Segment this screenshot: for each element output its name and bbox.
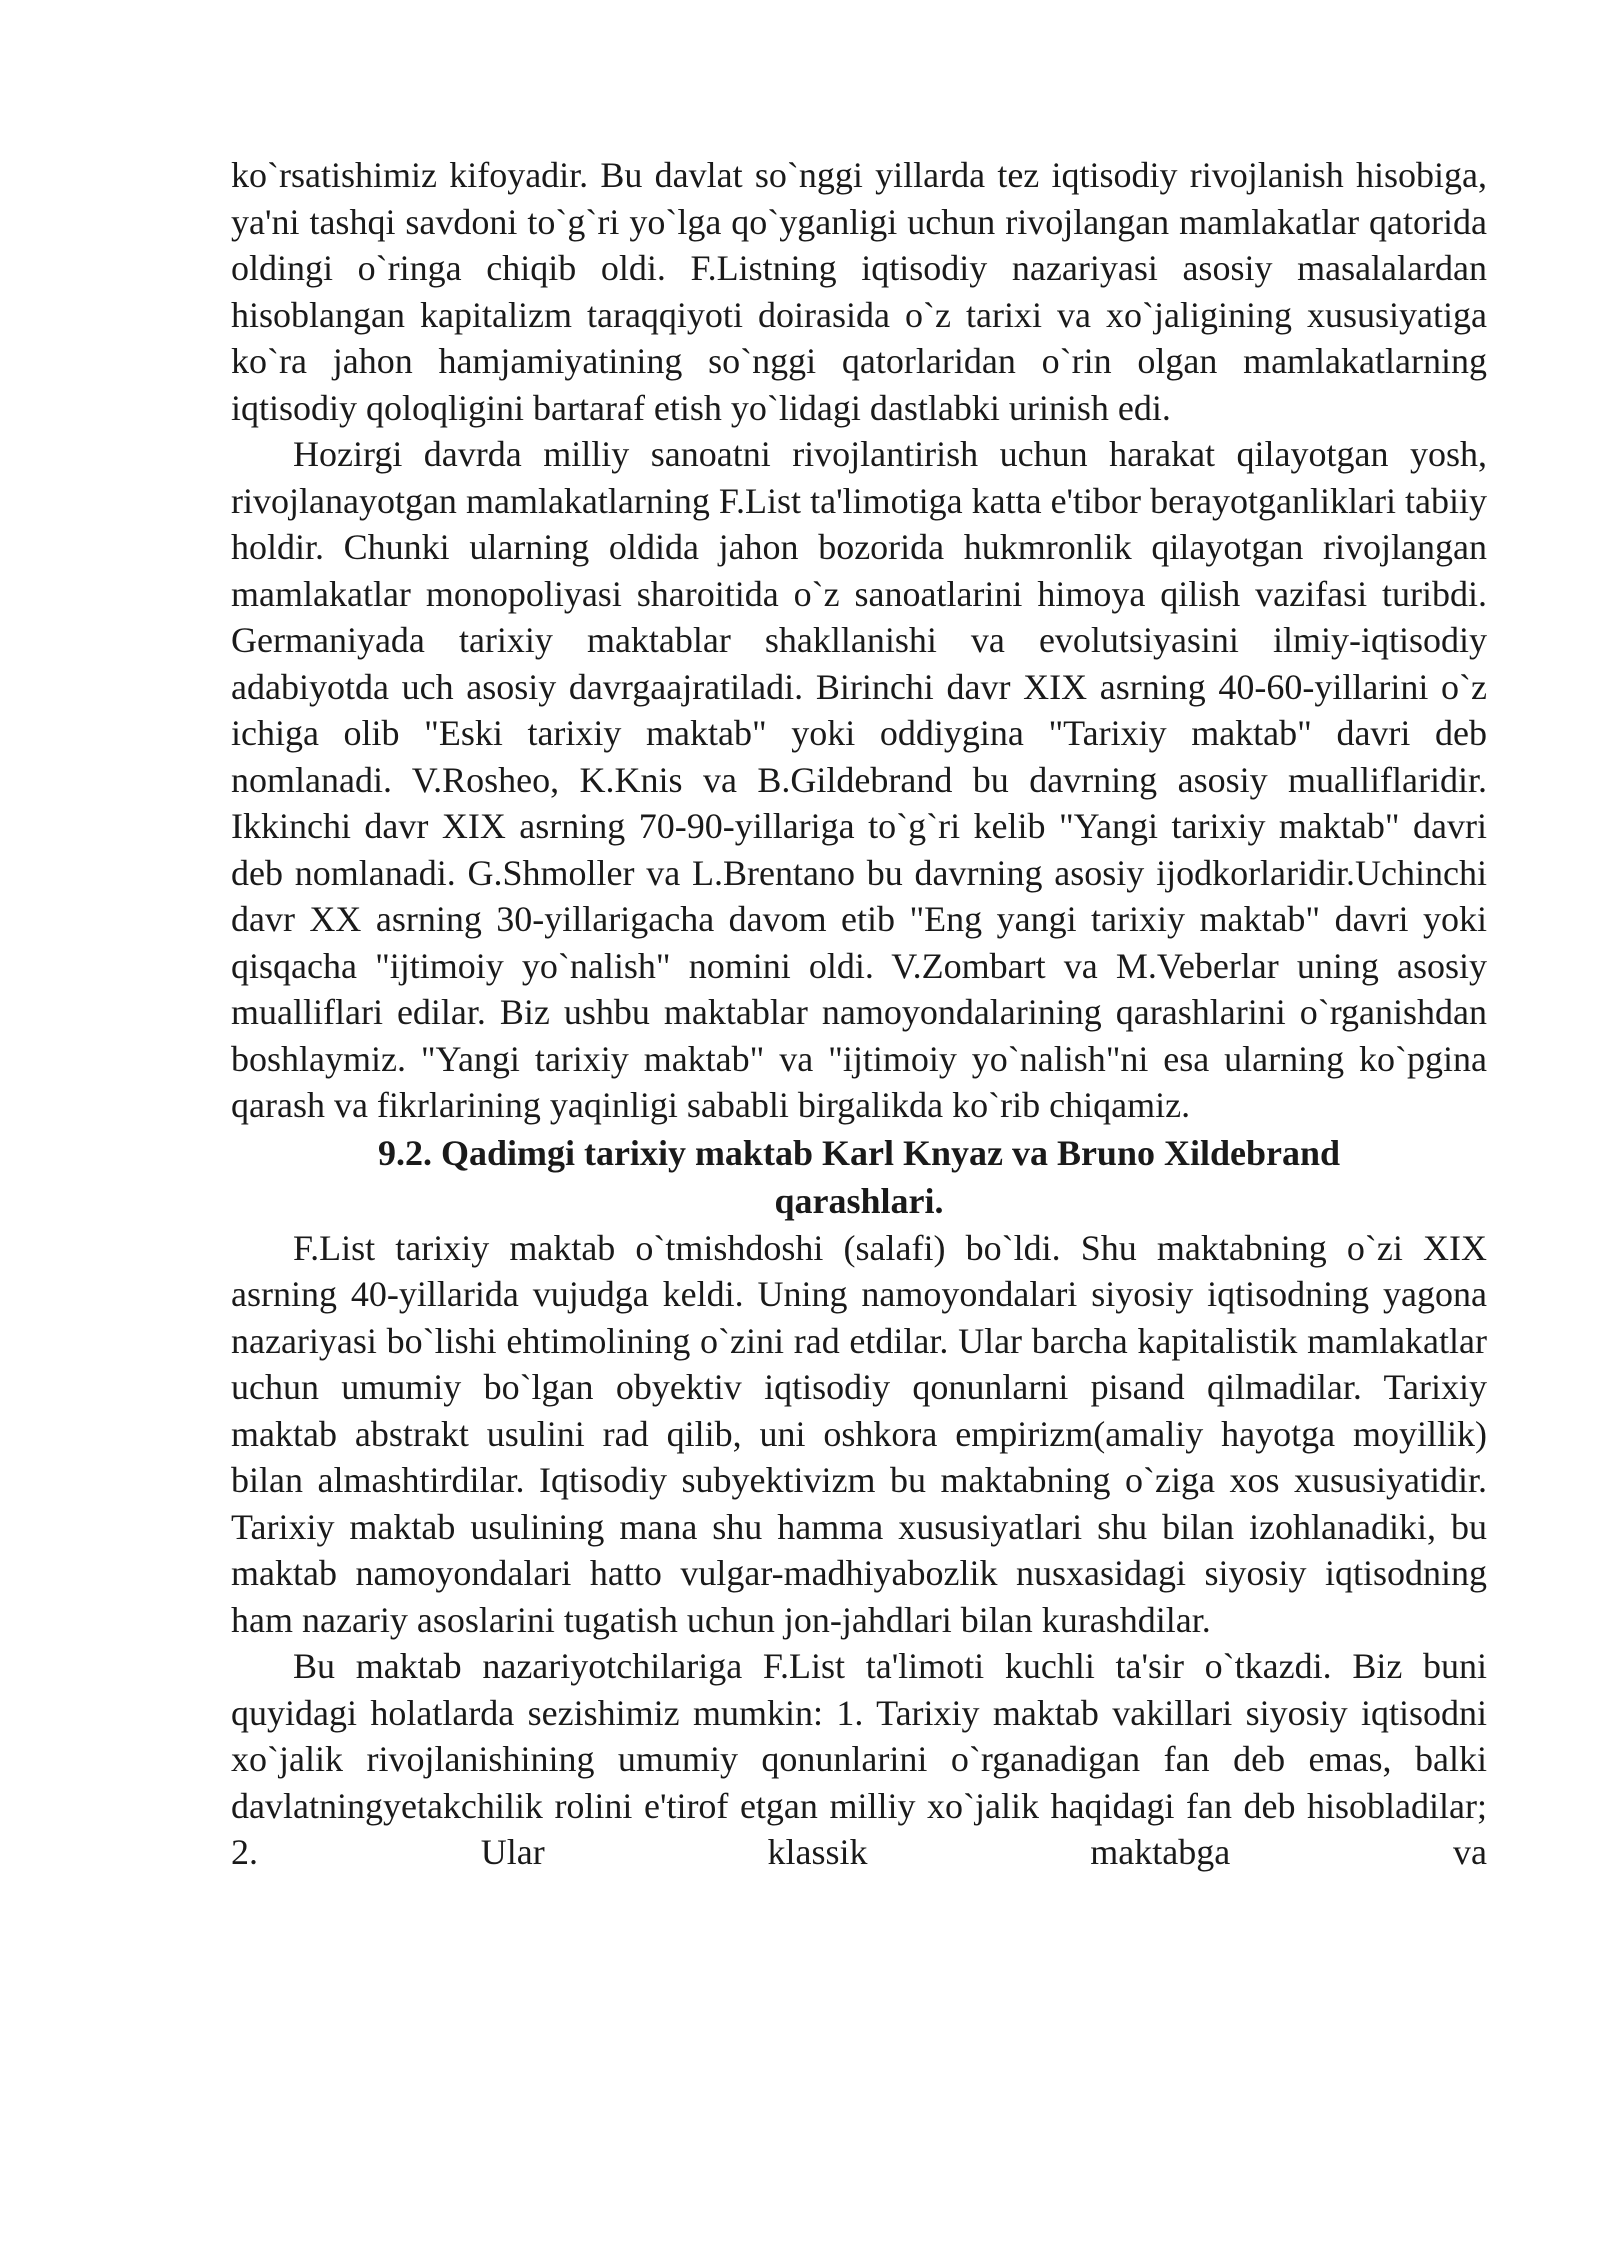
paragraph-list-influence: Bu maktab nazariyotchilariga F.List ta'limoti kuchli ta'sir o`tkazdi. Biz buni quyidagi holatlarda sezishimiz mumkin: 1. Tarixiy maktab vakillari siyosiy iqtisodni xo`jalik rivojlanishining umumiy qonunlarini o`rganadigan fan deb emas, balki davlatningyetakchilik rolini e'tirof etgan milliy xo`jalik haqidagi fan deb hisobladilar; 2. Ular klassik maktabga va [231,1646,1487,1872]
paragraph-modern-period: Hozirgi davrda milliy sanoatni rivojlantirish uchun harakat qilayotgan yosh, rivojlanayotgan mamlakatlarning F.List ta'limotiga katta e'tibor berayotganliklari tabiiy holdir. Chunki ularning oldida jahon bozorida hukmronlik qilayotgan rivojlangan mamlakatlar monopoliyasi sharoitida o`z sanoatlarini himoya qilish vazifasi turibdi. Germaniyada tarixiy maktablar shakllanishi va evolutsiyasini ilmiy-iqtisodiy adabiyotda uch asosiy davrgaajratiladi. Birinchi davr XIX asrning 40-60-yillarini o`z ichiga olib "Eski tarixiy maktab" yoki oddiygina "Tarixiy maktab" davri deb nomlanadi. V.Rosheo, K.Knis va B.Gildebrand bu davrning asosiy mualliflaridir. Ikkinchi davr XIX asrning 70-90-yillariga to`g`ri kelib "Yangi tarixiy maktab" davri deb nomlanadi. G.Shmoller va L.Brentano bu davrning asosiy ijodkorlaridir.Uchinchi davr XX asrning 30-yillarigacha davom etib "Eng yangi tarixiy maktab" davri yoki qisqacha "ijtimoiy yo`nalish" nomini oldi. V.Zombart va M.Veberlar uning asosiy mualliflari edilar. Biz ushbu maktablar namoyondalarining qarashlarini o`rganishdan boshlaymiz. "Yangi tarixiy maktab" va "ijtimoiy yo`nalish"ni esa ularning ko`pgina qarash va fikrlarining yaqinligi sababli birgalikda ko`rib chiqamiz. [231,434,1487,1125]
document-page [231,152,1487,1876]
section-heading-line2: qarashlari. [774,1180,944,1221]
paragraph-historical-school: F.List tarixiy maktab o`tmishdoshi (salafi) bo`ldi. Shu maktabning o`zi XIX asrning 40-yillarida vujudga keldi. Uning namoyondalari siyosiy iqtisodning yagona nazariyasi bo`lishi ehtimolining o`zini rad etdilar. Ular barcha kapitalistik mamlakatlar uchun umumiy bo`lgan obyektiv iqtisodiy qonunlarni pisand qilmadilar. Tarixiy maktab abstrakt usulini rad qilib, uni oshkora empirizm(amaliy hayotga moyillik) bilan almashtirdilar. Iqtisodiy subyektivizm bu maktabning o`ziga xos xususiyatidir. Tarixiy maktab usulining mana shu hamma xususiyatlari shu bilan izohlanadiki, bu maktab namoyondalari hatto vulgar-madhiyabozlik nusxasidagi siyosiy iqtisodning ham nazariy asoslarini tugatish uchun jon-jahdlari bilan kurashdilar. [231,1227,1487,1640]
paragraph-intro: ko`rsatishimiz kifoyadir. Bu davlat so`nggi yillarda tez iqtisodiy rivojlanish hisobiga, ya'ni tashqi savdoni to`g`ri yo`lga qo`yganligi uchun rivojlangan mamlakatlar qatorida oldingi o`ringa chiqib oldi. F.Listning iqtisodiy nazariyasi asosiy masalalardan hisoblangan kapitalizm taraqqiyoti doirasida o`z tarixi va xo`jaligining xususiyatiga ko`ra jahon hamjamiyatining so`nggi qatorlaridan o`rin olgan mamlakatlarning iqtisodiy qoloqligini bartaraf etish yo`lidagi dastlabki urinish edi. [231,155,1487,428]
section-heading [231,1129,1487,1225]
section-heading-line1: 9.2. Qadimgi tarixiy maktab Karl Knyaz va Bruno Xildebrand [377,1132,1341,1173]
